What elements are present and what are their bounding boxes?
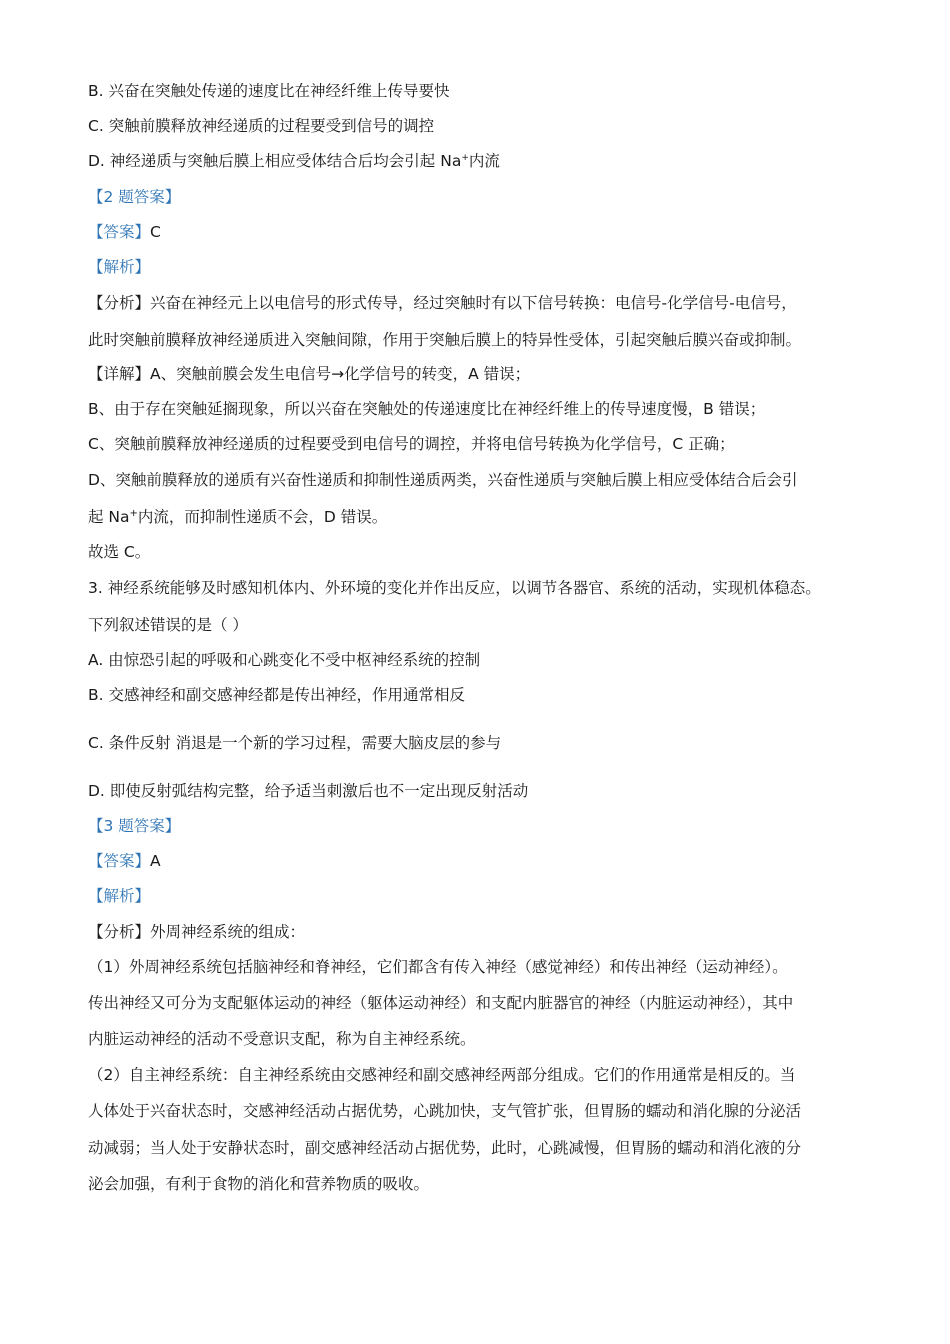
q3-analysis-line-2: （1）外周神经系统包括脑神经和脊神经，它们都含有传入神经（感觉神经）和传出神经（运动神经）。 <box>88 958 788 976</box>
q2-answer: 【答案】C <box>88 223 161 241</box>
q3-analysis-line-6: 人体处于兴奋状态时，交感神经活动占据优势，心跳加快，支气管扩张，但胃肠的蠕动和消化腺的分泌活 <box>88 1102 802 1120</box>
q2-detail-d-line-1: D、突触前膜释放的递质有兴奋性递质和抑制性递质两类，兴奋性递质与突触后膜上相应受体结合后会引 <box>88 471 798 489</box>
q2-conclusion: 故选 C。 <box>88 543 151 561</box>
option-c-q3: C. 条件反射 消退是一个新的学习过程，需要大脑皮层的参与 <box>88 734 502 752</box>
q2-detail-b: B、由于存在突触延搁现象，所以兴奋在突触处的传递速度比在神经纤维上的传导速度慢，B 错误； <box>88 400 766 418</box>
q3-analysis-line-7: 动减弱；当人处于安静状态时，副交感神经活动占据优势，此时，心跳减慢，但胃肠的蠕动和消化液的分 <box>88 1139 802 1157</box>
q3-answer: 【答案】A <box>88 852 161 870</box>
q3-analysis-line-5: （2）自主神经系统：自主神经系统由交感神经和副交感神经两部分组成。它们的作用通常是相反的。当 <box>88 1066 796 1084</box>
q3-analysis-line-4: 内脏运动神经的活动不受意识支配，称为自主神经系统。 <box>88 1030 476 1048</box>
q2-answer-heading: 【2 题答案】 <box>88 188 181 206</box>
q3-stem-line-2: 下列叙述错误的是（ ） <box>88 616 248 634</box>
q3-analysis-heading: 【解析】 <box>88 887 151 905</box>
q2-detail-d-line-2: 起 Na+内流，而抑制性递质不会，D 错误。 <box>88 508 388 526</box>
option-b-q2: B. 兴奋在突触处传递的速度比在神经纤维上传导要快 <box>88 82 450 100</box>
option-b-q3: B. 交感神经和副交感神经都是传出神经，作用通常相反 <box>88 686 465 704</box>
q3-analysis-line-3: 传出神经又可分为支配躯体运动的神经（躯体运动神经）和支配内脏器官的神经（内脏运动神经），其中 <box>88 994 794 1012</box>
q2-analysis-line-2: 此时突触前膜释放神经递质进入突触间隙，作用于突触后膜上的特异性受体，引起突触后膜兴奋或抑制。 <box>88 331 802 349</box>
option-c-q2: C. 突触前膜释放神经递质的过程要受到信号的调控 <box>88 117 435 135</box>
q3-stem-line-1: 3. 神经系统能够及时感知机体内、外环境的变化并作出反应，以调节各器官、系统的活动，实现机体稳态。 <box>88 579 821 597</box>
q3-answer-heading: 【3 题答案】 <box>88 817 181 835</box>
option-d-q2: D. 神经递质与突触后膜上相应受体结合后均会引起 Na+内流 <box>88 152 500 170</box>
q2-analysis-heading: 【解析】 <box>88 258 151 276</box>
q3-analysis-line-1: 【分析】外周神经系统的组成： <box>88 923 306 941</box>
option-a-q3: A. 由惊恐引起的呼吸和心跳变化不受中枢神经系统的控制 <box>88 651 481 669</box>
q2-analysis-line-1: 【分析】兴奋在神经元上以电信号的形式传导，经过突触时有以下信号转换：电信号-化学信号-电信号， <box>88 294 797 312</box>
option-d-q3: D. 即使反射弧结构完整，给予适当刺激后也不一定出现反射活动 <box>88 782 529 800</box>
q2-detail-c: C、突触前膜释放神经递质的过程要受到电信号的调控，并将电信号转换为化学信号，C 正确； <box>88 435 735 453</box>
q3-analysis-line-8: 泌会加强，有利于食物的消化和营养物质的吸收。 <box>88 1175 430 1193</box>
q2-detail-a: 【详解】A、突触前膜会发生电信号→化学信号的转变，A 错误； <box>88 365 531 383</box>
